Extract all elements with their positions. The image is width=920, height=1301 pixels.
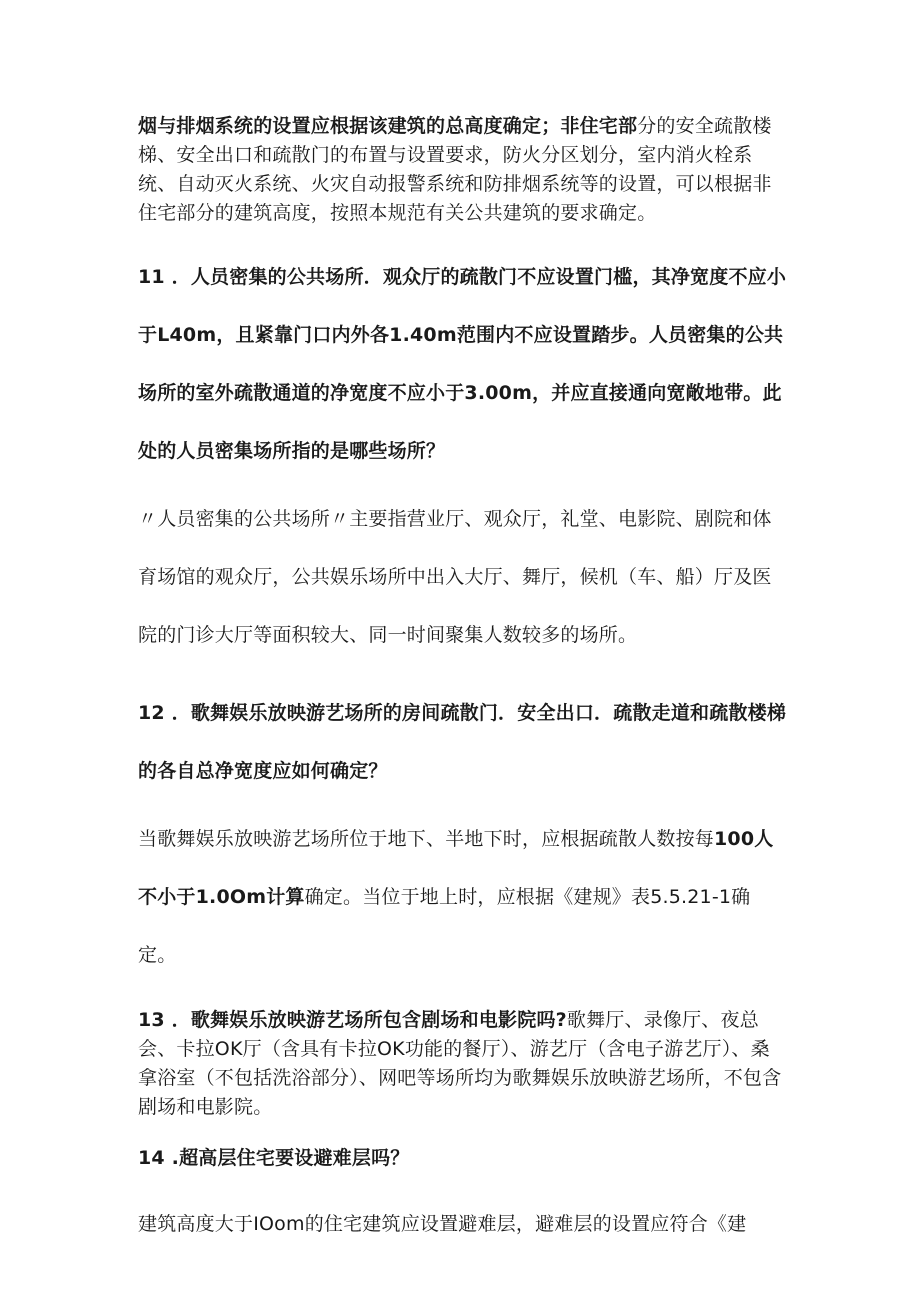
question-14: 14 .超高层住宅要设避难层吗？ bbox=[138, 1147, 410, 1169]
question-12: 12 ．歌舞娱乐放映游艺场所的房间疏散门．安全出口．疏散走道和疏散楼梯的各自总净宽度应如何确定？ bbox=[138, 702, 787, 782]
question-13-bold: 13 ．歌舞娱乐放映游艺场所包含剧场和电影院吗? bbox=[138, 1009, 567, 1031]
answer-12 bbox=[138, 810, 788, 984]
answer-11: 〃人员密集的公共场所〃主要指营业厅、观众厅，礼堂、电影院、剧院和体育场馆的观众厅，公共娱乐场所中出入大厅、舞厅，候机（车、船）厅及医院的门诊大厅等面积较大、同一时间聚集人数较多的场所。 bbox=[138, 508, 772, 646]
paragraph-bold-lead: 烟与排烟系统的设置应根据该建筑的总高度确定；非住宅部 bbox=[138, 115, 638, 137]
answer-12-bold: 100人不小于1.0Om计算 bbox=[138, 828, 774, 908]
answer-12-text: 当歌舞娱乐放映游艺场所位于地下、半地下时，应根据疏散人数按每 bbox=[138, 828, 715, 850]
question-13-answer: 歌舞厅、录像厅、夜总会、卡拉OK厅（含具有卡拉OK功能的餐厅）、游艺厅（含电子游艺厅）、桑拿浴室（不包括洗浴部分）、网吧等场所均为歌舞娱乐放映游艺场所，不包含剧场和电影院。 bbox=[138, 1009, 782, 1118]
document-body bbox=[138, 112, 788, 1253]
paragraph-mixed-use-rules bbox=[138, 112, 788, 228]
paragraph-text: 分的安全疏散楼梯、安全出口和疏散门的布置与设置要求，防火分区划分，室内消火栓系统、自动灭火系统、火灾自动报警系统和防排烟系统等的设置，可以根据非住宅部分的建筑高度，按照本规范有关公共建筑的要求确定。 bbox=[138, 115, 772, 224]
answer-14: 建筑高度大于IOom的住宅建筑应设置避难层，避难层的设置应符合《建 bbox=[138, 1213, 747, 1235]
answer-12-text-end: 确定。当位于地上时，应根据《建规》表5.5.21-1确定。 bbox=[138, 886, 751, 966]
question-11: 11 ．人员密集的公共场所．观众厅的疏散门不应设置门槛，其净宽度不应小于L40m，且紧靠门口内外各1.40m范围内不应设置踏步。人员密集的公共场所的室外疏散通道的净宽度不应小于3.00m，并应直接通向宽敞地带。此处的人员密集场所指的是哪些场所？ bbox=[138, 266, 787, 462]
question-13 bbox=[138, 1006, 788, 1122]
